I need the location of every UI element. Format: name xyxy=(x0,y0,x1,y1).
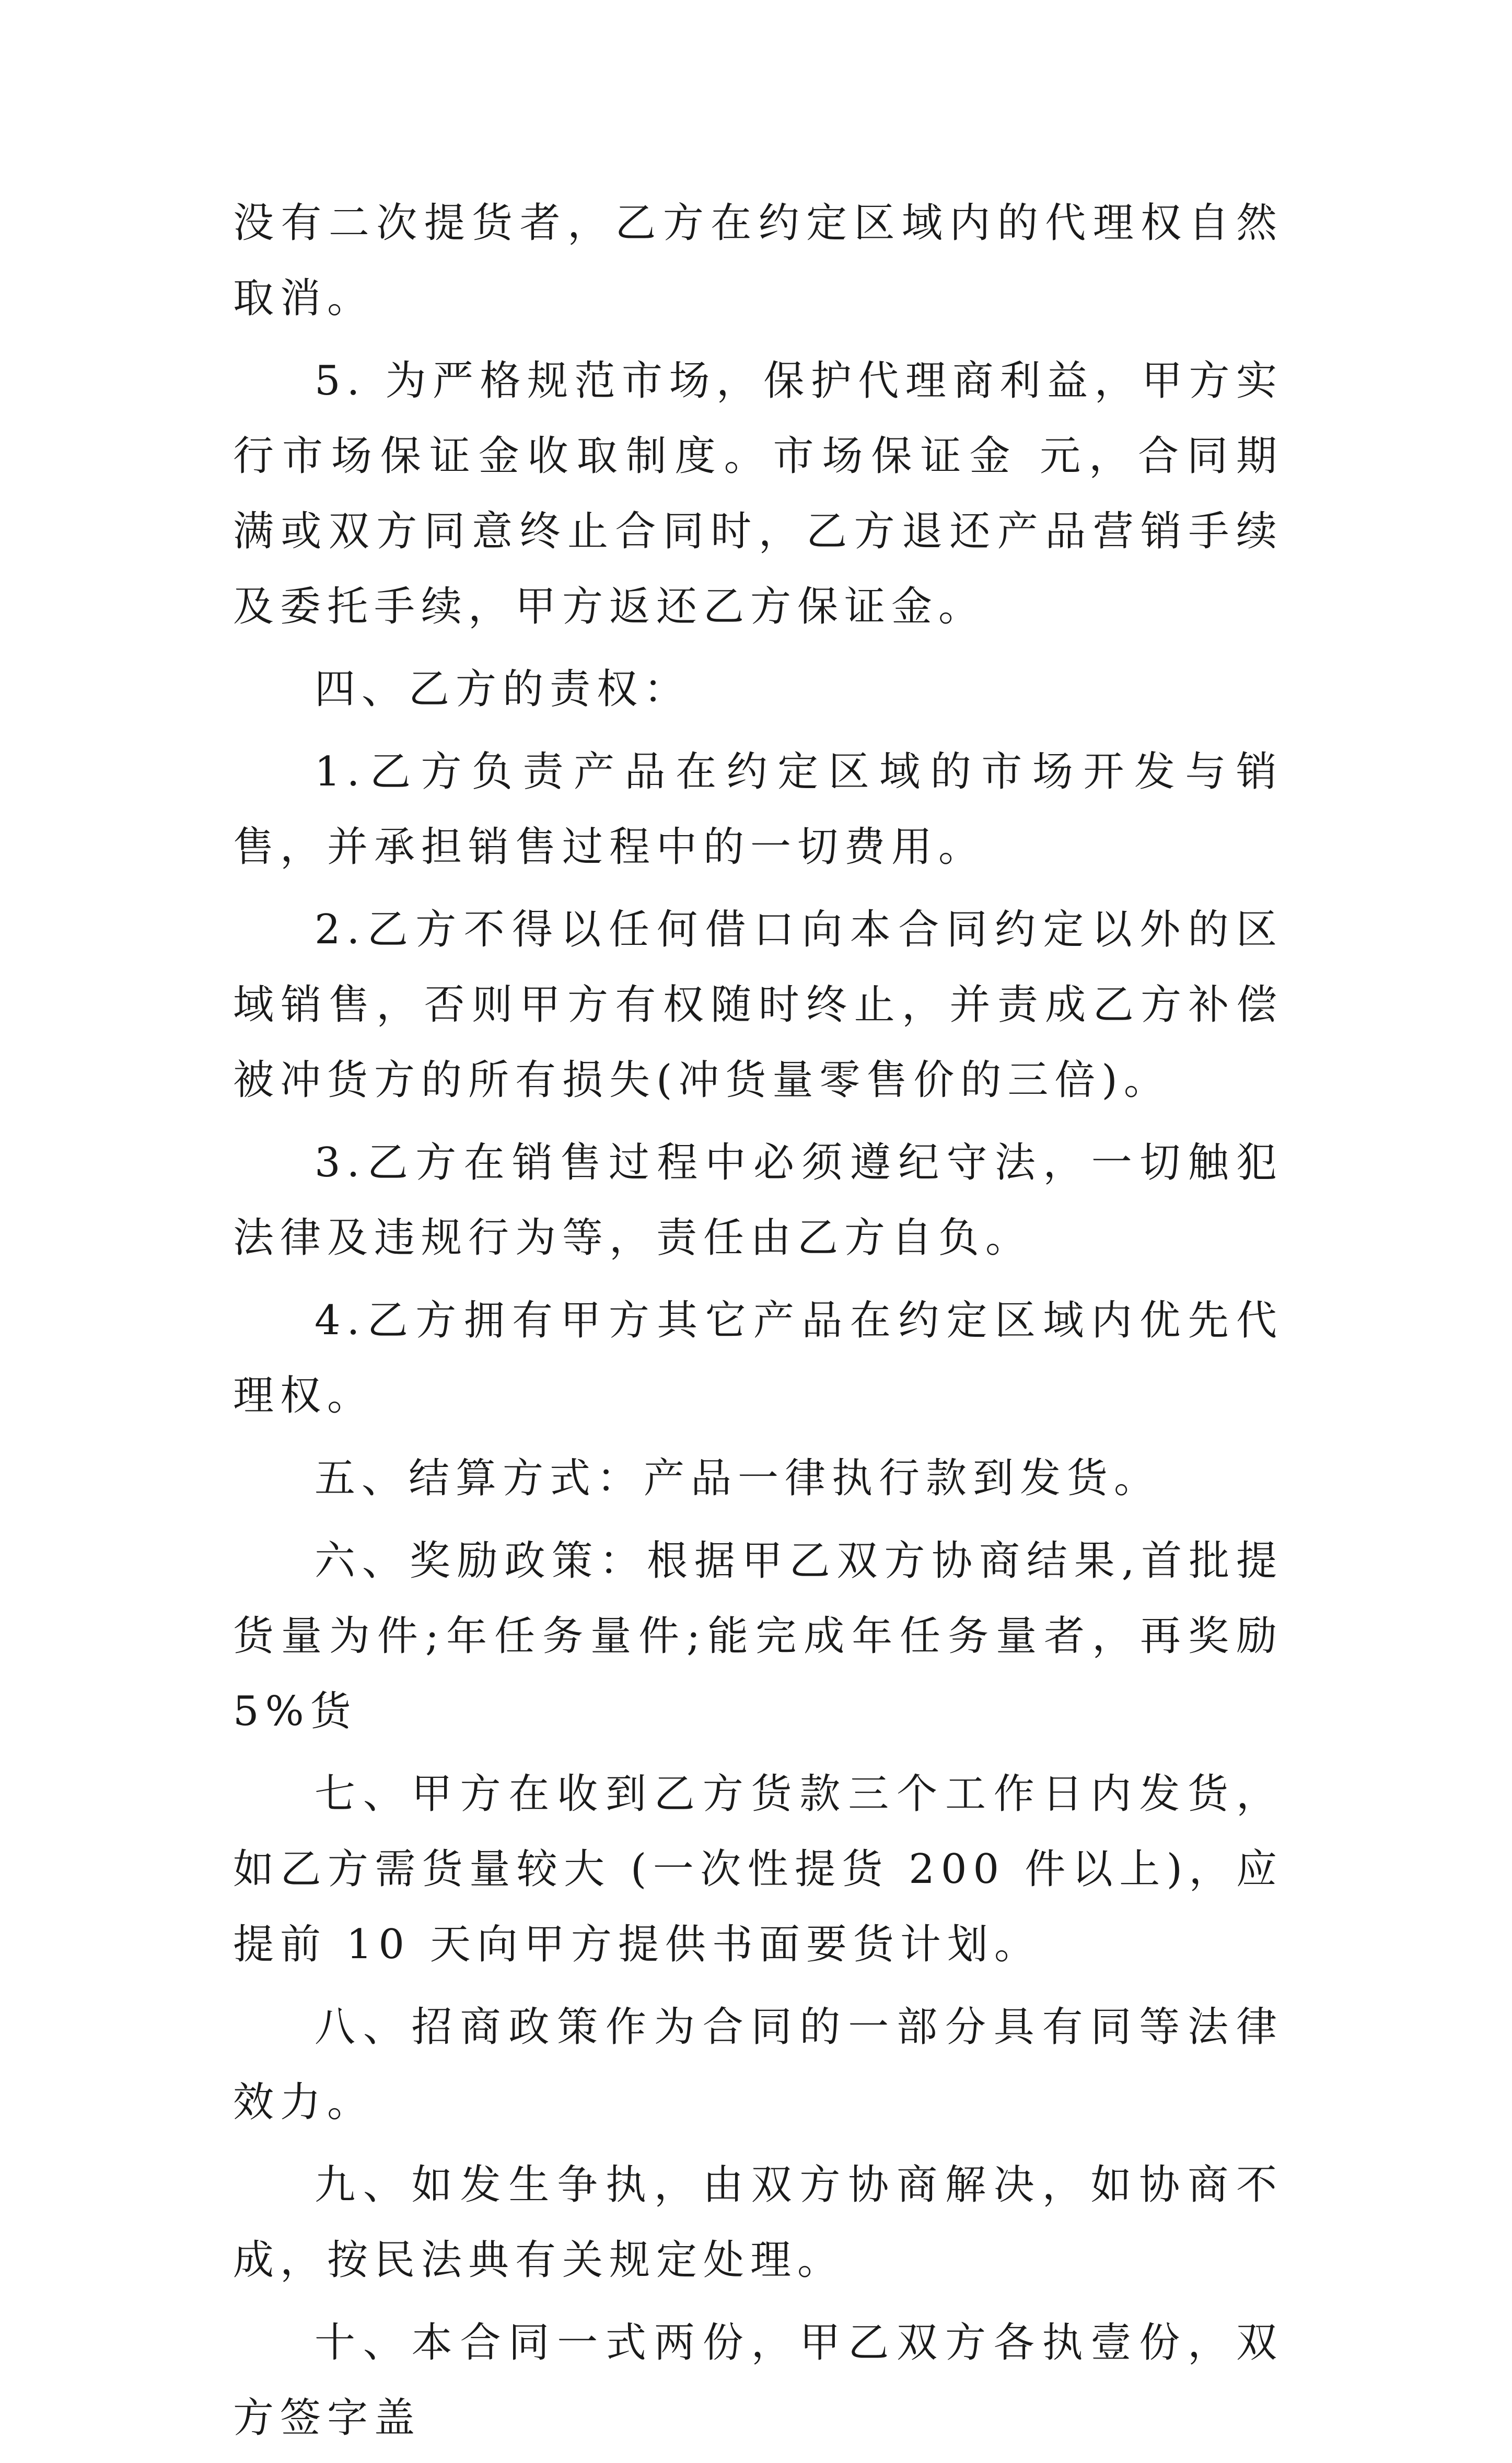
paragraph-clause-4-3: 3.乙方在销售过程中必须遵纪守法，一切触犯法律及违规行为等，责任由乙方自负。 xyxy=(233,1139,1283,1262)
paragraph-clause-4-1: 1.乙方负责产品在约定区域的市场开发与销售，并承担销售过程中的一切费用。 xyxy=(233,748,1283,871)
document-body xyxy=(233,186,1283,2463)
section-7-delivery: 七、甲方在收到乙方货款三个工作日内发货，如乙方需货量较大 (一次性提货 200 件以上)，应提前 10 天向甲方提供书面要货计划。 xyxy=(233,1771,1283,1968)
section-heading-4: 四、乙方的责权： xyxy=(315,666,691,713)
section-6-incentive: 六、奖励政策：根据甲乙双方协商结果,首批提货量为件;年任务量件;能完成年任务量者，再奖励 5%货 xyxy=(233,1537,1283,1735)
section-8-policy: 八、招商政策作为合同的一部分具有同等法律效力。 xyxy=(233,2004,1283,2126)
section-10-copies: 十、本合同一式两份，甲乙双方各执壹份，双方签字盖 xyxy=(233,2319,1283,2442)
paragraph-clause-4-4: 4.乙方拥有甲方其它产品在约定区域内优先代理权。 xyxy=(233,1297,1283,1419)
paragraph-clause-4-2: 2.乙方不得以任何借口向本合同约定以外的区域销售，否则甲方有权随时终止，并责成乙方补偿被冲货方的所有损失(冲货量零售价的三倍)。 xyxy=(233,906,1283,1104)
paragraph-continuation: 没有二次提货者，乙方在约定区域内的代理权自然取消。 xyxy=(233,200,1283,322)
section-5-settlement: 五、结算方式：产品一律执行款到发货。 xyxy=(315,1455,1161,1502)
paragraph-clause-3-5: 5. 为严格规范市场，保护代理商利益，甲方实行市场保证金收取制度。市场保证金 元，合同期满或双方同意终止合同时，乙方退还产品营销手续及委托手续，甲方返还乙方保证金。 xyxy=(233,357,1283,630)
section-9-dispute: 九、如发生争执，由双方协商解决，如协商不成，按民法典有关规定处理。 xyxy=(233,2161,1283,2284)
